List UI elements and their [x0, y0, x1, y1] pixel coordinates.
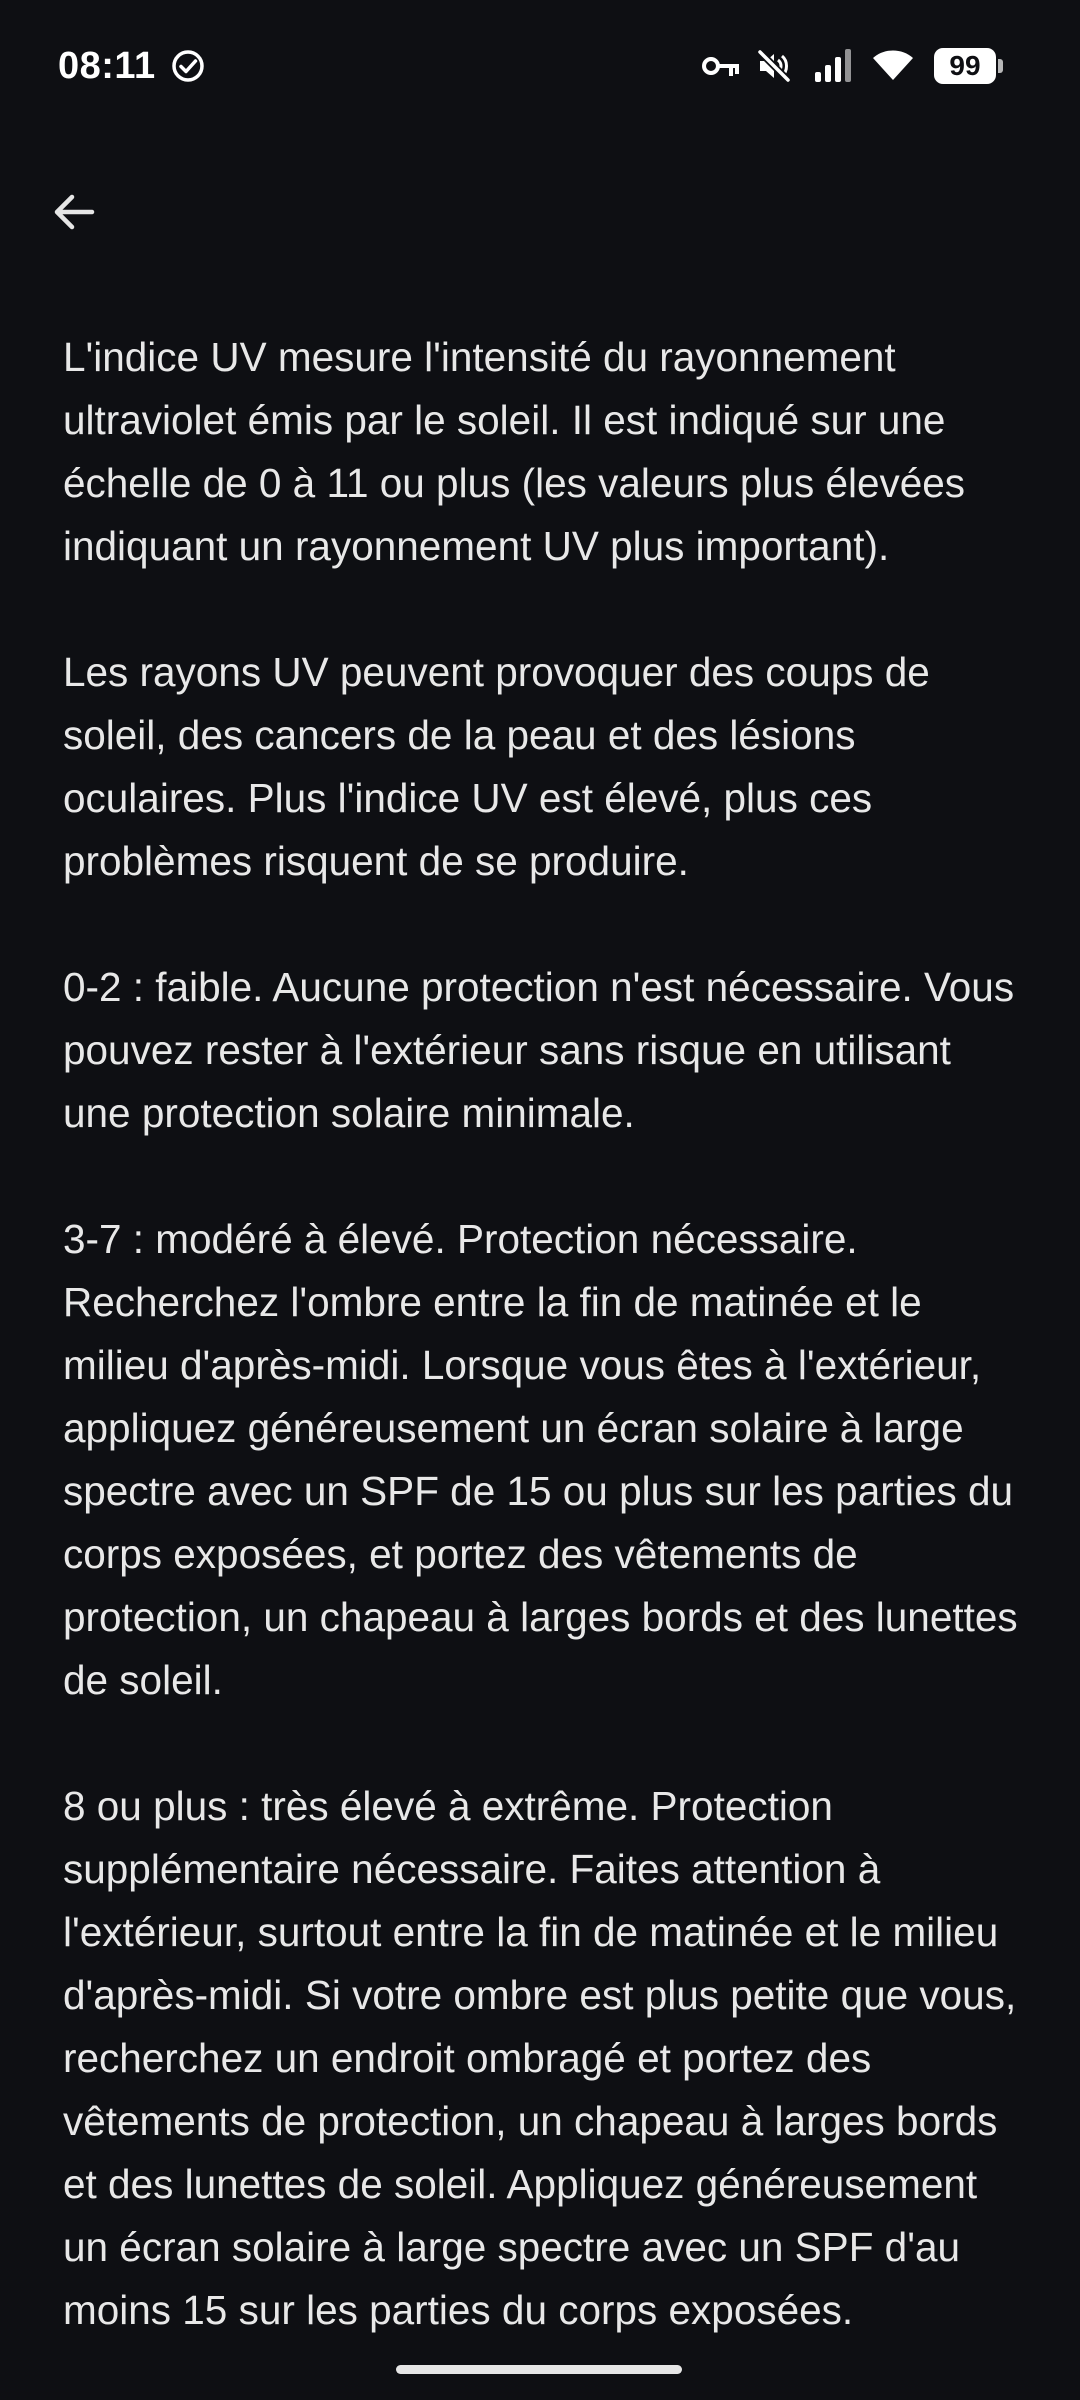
- paragraph-uv-low: 0-2 : faible. Aucune protection n'est nécessaire. Vous pouvez rester à l'extérieur sans risque en utilisant une protection solaire minimale.: [63, 964, 1015, 1136]
- signal-icon: [814, 48, 854, 84]
- paragraph-uv-risks: Les rayons UV peuvent provoquer des coups de soleil, des cancers de la peau et des lésions oculaires. Plus l'indice UV est élevé, plus ces problèmes risquent de se produire.: [63, 649, 930, 884]
- paragraph-uv-very-high-extreme: 8 ou plus : très élevé à extrême. Protection supplémentaire nécessaire. Faites attention à l'extérieur, surtout entre la fin de matinée et le milieu d'après-midi. Si votre ombre est plus petite que vous, recherchez un endroit ombragé et portez des vêtements de protection, un chapeau à larges bords et des lunettes de soleil. Appliquez généreusement un écran solaire à large spectre avec un SPF d'au moins 15 sur les parties du corps exposées.: [63, 1783, 1017, 2333]
- uv-index-explanation: [63, 326, 1023, 2400]
- vpn-key-icon: [702, 52, 740, 80]
- battery-level: 99: [934, 48, 996, 84]
- check-circle-icon: [170, 48, 206, 84]
- gesture-nav-handle[interactable]: [396, 2365, 682, 2374]
- arrow-back-icon: [52, 190, 96, 234]
- status-time: 08:11: [58, 45, 156, 87]
- status-bar: [0, 0, 1080, 130]
- paragraph-uv-moderate-high: 3-7 : modéré à élevé. Protection nécessaire. Recherchez l'ombre entre la fin de matinée et le milieu d'après-midi. Lorsque vous êtes à l'extérieur, appliquez généreusement un écran solaire à large spectre avec un SPF de 15 ou plus sur les parties du corps exposées, et portez des vêtements de protection, un chapeau à larges bords et des lunettes de soleil.: [63, 1216, 1018, 1703]
- back-button[interactable]: [42, 180, 106, 244]
- battery-cap: [998, 59, 1003, 73]
- wifi-icon: [872, 48, 914, 82]
- paragraph-uv-definition: L'indice UV mesure l'intensité du rayonnement ultraviolet émis par le soleil. Il est indiqué sur une échelle de 0 à 11 ou plus (les valeurs plus élevées indiquant un rayonnement UV plus important).: [63, 334, 966, 569]
- battery-icon: [934, 48, 998, 84]
- mute-icon: [756, 48, 792, 84]
